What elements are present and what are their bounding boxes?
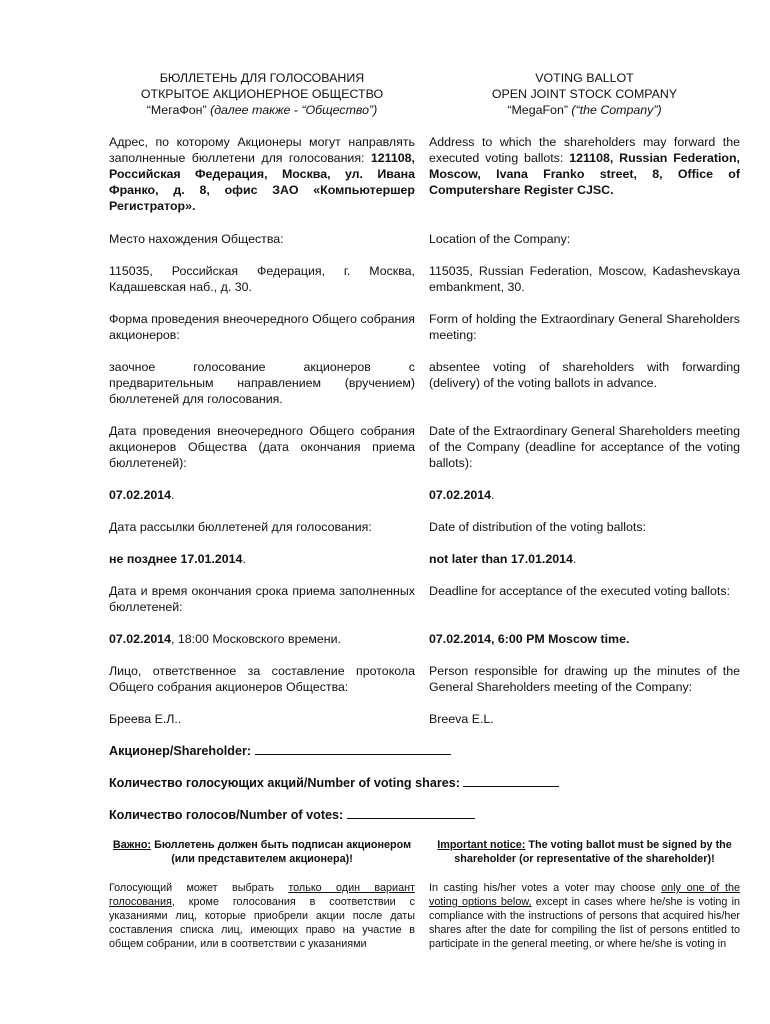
voting-shares-label: Количество голосующих акций/Number of voting shares: bbox=[109, 776, 460, 790]
ru-header bbox=[109, 70, 415, 118]
shareholder-field bbox=[109, 742, 740, 759]
en-responsible-label: Person responsible for drawing up the minutes of the General Shareholders meeting of the Company: bbox=[429, 664, 740, 694]
en-voting-instructions: In casting his/her votes a voter may choose only one of the voting options below, except in cases where he/she is voting in compliance with the instructions of persons that acquired his/her shares after the date for compiling the list of persons entitled to participate in the general meeting, or where he/she is voting in bbox=[429, 882, 740, 950]
en-form-value: absentee voting of shareholders with forwarding (delivery) of the voting ballots in advance. bbox=[429, 360, 740, 390]
en-meeting-date-label: Date of the Extraordinary General Shareholders meeting of the Company (deadline for acceptance of the voting ballots): bbox=[429, 424, 740, 470]
en-address-value: 121108, Russian Federation, Moscow, Ivana Franko street, 8, Office of Computershare Register CJSC. bbox=[429, 151, 740, 197]
en-important-notice: Important notice: The voting ballot must be signed by the shareholder (or representative of the shareholder)! bbox=[437, 839, 732, 865]
ru-address-value: 121108, Российская Федерация, Москва, ул. Ивана Франко, д. 8, офис ЗАО «Компьютершер Регистратор». bbox=[109, 151, 415, 213]
votes-field bbox=[109, 806, 740, 823]
en-deadline-label: Deadline for acceptance of the executed voting ballots: bbox=[429, 584, 731, 598]
ru-deadline-label: Дата и время окончания срока приема заполненных бюллетеней: bbox=[109, 584, 415, 614]
en-form-label: Form of holding the Extraordinary General Shareholders meeting: bbox=[429, 312, 740, 342]
ru-voting-instructions: Голосующий может выбрать только один вариант голосования, кроме голосования в соответствии с указаниями лиц, которые приобрели акции после даты составления списка лиц, имеющих право на участие в общем собрании, или в соответствии с указаниями bbox=[109, 882, 415, 950]
en-header bbox=[429, 70, 740, 118]
ru-deadline-value: 07.02.2014, 18:00 Московского времени. bbox=[109, 632, 341, 646]
ru-distribution-label: Дата рассылки бюллетеней для голосования: bbox=[109, 520, 372, 534]
ru-location-value: 115035, Российская Федерация, г. Москва, Кадашевская наб., д. 30. bbox=[109, 264, 415, 294]
en-distribution-value: not later than 17.01.2014 bbox=[429, 552, 573, 566]
ru-form-label: Форма проведения внеочередного Общего собрания акционеров: bbox=[109, 312, 415, 342]
en-company-type: OPEN JOINT STOCK COMPANY bbox=[491, 87, 678, 101]
voting-shares-field bbox=[109, 774, 740, 791]
ru-important-notice: Важно: Бюллетень должен быть подписан акционером (или представителем акционера)! bbox=[112, 839, 412, 865]
en-address: Address to which the shareholders may forward the executed voting ballots: 121108, Russian Federation, Moscow, Ivana Franko street, 8, Office of Computershare Register CJSC. bbox=[429, 135, 740, 197]
en-title: VOTING BALLOT bbox=[535, 71, 634, 85]
en-location-value: 115035, Russian Federation, Moscow, Kadashevskaya embankment, 30. bbox=[429, 264, 740, 294]
ru-form-value: заочное голосование акционеров с предварительным направлением (вручением) бюллетеней для голосования. bbox=[109, 360, 415, 406]
en-deadline-value: 07.02.2014, 6:00 PM Moscow time. bbox=[429, 632, 630, 646]
ru-address: Адрес, по которому Акционеры могут направлять заполненные бюллетени для голосования: 121108, Российская Федерация, Москва, ул. Ивана Франко, д. 8, офис ЗАО «Компьютершер Регистратор». bbox=[109, 135, 415, 213]
en-distribution-label: Date of distribution of the voting ballots: bbox=[429, 520, 646, 534]
en-location-label: Location of the Company: bbox=[429, 232, 571, 246]
ru-meeting-date-label: Дата проведения внеочередного Общего собрания акционеров Общества (дата окончания приема бюллетеней): bbox=[109, 424, 415, 470]
shareholder-blank[interactable] bbox=[255, 742, 451, 755]
en-company-name: “MegaFon” bbox=[507, 103, 568, 117]
en-responsible-value: Breeva E.L. bbox=[429, 712, 494, 726]
ru-title: БЮЛЛЕТЕНЬ ДЛЯ ГОЛОСОВАНИЯ bbox=[159, 71, 365, 85]
ru-meeting-date-value: 07.02.2014 bbox=[109, 488, 172, 502]
votes-label: Количество голосов/Number of votes: bbox=[109, 808, 344, 822]
ru-company-note: (далее также - “Общество”) bbox=[210, 103, 378, 117]
ru-company-type: ОТКРЫТОЕ АКЦИОНЕРНОЕ ОБЩЕСТВО bbox=[140, 87, 384, 101]
ru-distribution-value: не позднее 17.01.2014 bbox=[109, 552, 243, 566]
en-company-note: (“the Company”) bbox=[571, 103, 662, 117]
votes-blank[interactable] bbox=[347, 806, 475, 819]
ru-responsible-value: Бреева Е.Л.. bbox=[109, 712, 182, 726]
ru-company-name: “МегаФон” bbox=[146, 103, 207, 117]
en-meeting-date-value: 07.02.2014 bbox=[429, 488, 492, 502]
shareholder-label: Акционер/Shareholder: bbox=[109, 744, 252, 758]
voting-ballot-page: БЮЛЛЕТЕНЬ ДЛЯ ГОЛОСОВАНИЯ ОТКРЫТОЕ АКЦИОНЕРНОЕ ОБЩЕСТВО “МегаФон” (далее также - “Общество”) VOTING BALLOT OPEN JOINT STOCK COMPANY “MegaFon” (“the Company”) Адрес, по которому Акционеры могут направлять заполненные бюллетени для голосования: 121108, Российская Федерация, Москва, ул. Ивана Франко, д. 8, офис ЗАО «Компьютершер Регистратор». Address to which the shareholders may forward the executed voting ballots: 121108, Russian Federation, Moscow, Ivana Franko street, 8, Office of Computershare Register CJSC. Место нахождения Общества: Location of the Company: 115035, Российская Федерация, г. Москва, Кадашевская наб., д. 30. 115035, Russian Federation, Moscow, Kadashevskaya embankment, 30. Форма проведения внеочередного Общего собрания акционеров: Form of holding the Extraordinary General Shareholders meeting: заочное голосование акционеров с предварительным направлением (вручением) бюллетеней для голосования. absentee voting of shareholders with forwarding (delivery) of the voting ballots in advance. Дата проведения внеочередного Общего собрания акционеров Общества (дата окончания приема бюллетеней): Date of the Extraordinary General Shareholders meeting of the Company (deadline for acceptance of the voting ballots): 07.02.2014. 07.02.2014. Дата рассылки бюллетеней для голосования: Date of distribution of the voting ballots: не позднее 17.01.2014. not later than 17.01.2014. Дата и время окончания срока приема заполненных бюллетеней: Deadline for acceptance of the executed voting ballots: 07.02.2014, 18:00 Московского времени. 07.02.2014, 6:00 PM Moscow time. Лицо, ответственное за составление протокола Общего собрания акционеров Общества: Person responsible for drawing up the minutes of the General Shareholders meeting of the Company: Бреева Е.Л.. Breeva E.L. Акционер/Shareholder: Количество голосующих акций/Number of voting shares: Количество голосов/Number of votes: Важно: Бюллетень должен быть подписан акционером (или представителем акционера)! Important notice: The voting ballot must be signed by the shareholder (or representative of the shareholder)! Голосующий может выбрать только один вариант голосования, кроме голосования в соответствии с указаниями лиц, которые приобрели акции после даты составления списка лиц, имеющих право на участие в общем собрании, или в соответствии с указаниями In casting his/her votes a voter may choose only one of the voting options below, except in cases where he/she is voting in compliance with the instructions of persons that acquired his/her shares after the date for compiling the list of persons entitled to participate in the general meeting, or where he/she is voting in bbox=[109, 71, 740, 950]
voting-shares-blank[interactable] bbox=[463, 774, 559, 787]
ru-responsible-label: Лицо, ответственное за составление протокола Общего собрания акционеров Общества: bbox=[109, 664, 415, 694]
ru-location-label: Место нахождения Общества: bbox=[109, 232, 284, 246]
